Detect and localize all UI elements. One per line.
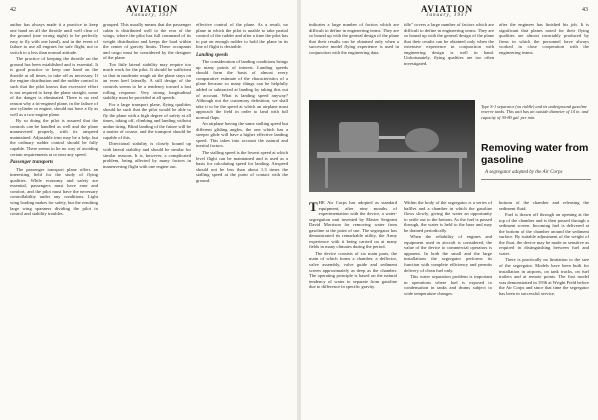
bench-leg <box>459 158 462 188</box>
left-column-2 <box>103 22 191 412</box>
bench-shape <box>317 152 467 158</box>
tank-shape <box>339 122 379 152</box>
right-bottom-column-2 <box>404 200 492 410</box>
paragraph: idle" covers a large number of factors which are difficult to define in engineering terms. They are so bound up with the general design of the plane that their results can be obtained only when the extensive experience in conjunction with engineering design is well in hand. Unfortunately, flying qualities are too often investigated. <box>404 22 494 66</box>
left-column-3 <box>196 22 288 412</box>
masthead-date: January, 1937 <box>426 13 468 18</box>
bench-leg <box>325 158 328 188</box>
paragraph: Directional stability is closely bound up with lateral stability and should be similar for similar reasons. It is, however, a complicated problem, being affected by many factors in maneuvering flight with one engine out. <box>103 141 191 169</box>
left-page <box>0 0 297 420</box>
paragraph: grouped. This usually means that the passenger cabin is distributed well to the rear of the wings, where the pilot has full command of its weight distribution and keeps the load within the center of gravity limits. These occupants and cargo must be considered by the designer of the plane. <box>103 22 191 61</box>
left-column-1 <box>10 22 98 412</box>
right-bottom-column-1 <box>309 200 397 410</box>
paragraph: The device consists of six main parts, the main of which forms a chamber, a deflector, valve assembly, valve guide and sediment screen approximately as deep as the chamber. The operating principle is based on the natural tendency of water to separate from gasoline due to difference in specific gravity. <box>309 250 397 290</box>
separator-shape <box>405 128 439 152</box>
lead-text: HE Air Corps has adopted as standard equipment, after nine months of experimentation with the device, a water-segregation unit invented by Master Sergeant David Morrison for removing water from gasoline at the point of use. The segregator has demonstrated its remarkable utility, the Army experience with it being carried on at many fields in many climates during the period. <box>309 200 397 250</box>
drop-cap: T <box>309 200 318 214</box>
pipe-shape <box>379 136 405 139</box>
paragraph: When the reliability of engines and equipment used in aircraft is considered, the value of the device to commercial operators is apparent. In both the small and the large installations the segregator performs its function with complete efficiency and permits delivery of clean fuel only. <box>404 234 492 273</box>
paragraph: An airplane having the same stalling speed but different gliding angles, the one which has a steeper glide will have a higher effective landing speed. This takes into account the natural and inertial factors. <box>196 121 288 149</box>
right-bottom-column-3 <box>499 200 589 410</box>
paragraph: after the engineer has finished his job. It is significant that planes noted for their flying qualities are almost invariably produced by firms in which the personnel have always worked in close cooperation with the engineering teams. <box>499 22 589 55</box>
masthead-title: AVIATION <box>126 4 179 14</box>
right-top-column-3 <box>499 22 589 92</box>
paragraph: The practice of keeping the throttle on the ground has been established and is essential. It is good practice to keep one hand on the throttle at all times, to take off as necessary. If the engine distribution and the rudder control is such that the pilot knows that excessive effort is not required to keep the plane straight, some of the danger is eliminated. There is no real reason why a tri-engined plane, in the failure of one cylinder or engine, should not have a fly as well as a two-engine plane. <box>10 56 98 117</box>
paragraph: By so doing the pilot is assured that the controls can be handled as well and the plane maneuvered properly, with its airspeed maintained. Adjustable trim may be a help, but the ordinary rudder control should be fully capable. There seems to be no way of avoiding certain requirements at or near any speed. <box>10 118 98 157</box>
paragraph: This water separation problem is important in operations where fuel is exposed to condensation in tanks and drums subject to wide temperature changes. <box>404 274 492 296</box>
paragraph: For a large transport plane, flying qualities should be such that the pilot would be able to fly the plane with a high degree of safety at all times, taking off, climbing and landing without undue tiring. Blind landing of the future will be a matter of course, and the transport should be capable of this. <box>103 101 191 140</box>
paragraph: bottom of the chamber and releasing the sediment fluid. <box>499 200 589 211</box>
paragraph: author has always made it a practice to keep one hand on all the throttle until well clear of the ground (one wrong night) to be perfectly easy to fly with one hand), and in the event of failure to use all engines for safe flight, not to switch to a less than normal attitude. <box>10 22 98 55</box>
right-page <box>301 0 598 420</box>
segregator-photo <box>309 100 475 192</box>
section-heading: Landing speeds <box>196 52 229 58</box>
right-top-column-2 <box>404 22 494 92</box>
paragraph: There is practically no limitation to the size of the segregator. Models have been built for installation in airports, on tank trucks, on fuel trailers and at remote points. The first model was demonstrated in 1936 at Wright Field before the Air Corps and since that time the segregator has been in successful service. <box>499 257 589 296</box>
paragraph: The passenger transport plane offers an interesting field for the study of flying qualities. While economy and safety are essential, passengers must have ease and comfort, and the pilot must have the necessary controllability under any conditions. Light wing loading makes for safety, but the resulting large wing spanners dividing the pilot to control and stability troubles. <box>10 166 98 217</box>
paragraph: effective control of the plane. As a result, no plane in which the pilot is unable to take partial control of the rudder and after a time the pilot has to put on enough rudder to hold the plane in its line of flight is desirable. <box>196 22 288 50</box>
article-title: Removing water from gasoline <box>481 142 589 166</box>
paragraph-lead <box>309 200 397 250</box>
section-heading: Passenger transports <box>10 160 54 166</box>
paragraph: The stalling speed is the lowest speed at which level flight can be maintained and is used as a basis for calculating speed for landing. Airspeed should not be less than about 1.3 times the stalling speed at the point of contact with the ground. <box>196 150 288 183</box>
paragraph: Fuel is drawn off through an opening at the top of the chamber and is then passed through a sediment screen. Incoming fuel is delivered at the bottom of the chamber around the sediment surface. By suitable adjustment of the weight of the float, the device may be made as sensitive as required in distinguishing between fuel and water. <box>499 212 589 256</box>
masthead-date: January, 1937 <box>131 13 173 18</box>
right-top-column-1 <box>309 22 399 92</box>
masthead-left <box>126 4 178 18</box>
paragraph: Within the body of the segregator is a series of baffles and a chamber in which the gasoline flows slowly, giving the water an opportunity to settle out to the bottom. As the fuel is passed through, the water is held to the base and may be drained periodically. <box>404 200 492 233</box>
masthead-right <box>421 4 473 18</box>
article-subtitle: A segregator adopted by the Air Corps <box>485 170 563 175</box>
title-rule <box>481 179 591 180</box>
photo-caption: Type S-1 separator (on riddle) and its underground gasoline reserve tanks. This unit has an outside diameter of 14 in. and capacity of 30-80 gal. per min. <box>481 104 589 120</box>
page-number-left: 42 <box>10 7 16 13</box>
paragraph: Too little lateral stability may require too much work for the pilot. It should be sufficient so that in moderate rough air the plane stays on an even keel laterally. A still design of the controls seems to be a tendency toward a fast rolling response. Very strong longitudinal stability must be provided at all speeds. <box>103 61 191 101</box>
masthead-title: AVIATION <box>421 4 474 14</box>
paragraph: The consideration of landing conditions brings up many points of interest. Landing speeds should form the basis of almost every comparative estimate of the characteristics of a plane because so many things can be helpfully added or subtracted at landing by taking this out of account. What is landing speed anyway? Although not the customary definition, we shall take it to be the speed at which an airplane must approach the field in order to land with full normal flaps. <box>196 59 288 120</box>
paragraph: indicates a large number of factors which are difficult to define in engineering terms. They are so bound up with the general design of the plane that their results can be obtained only when a successive model flying experience is used in conjunction with the engineering data. <box>309 22 399 55</box>
page-number-right: 43 <box>582 7 588 13</box>
